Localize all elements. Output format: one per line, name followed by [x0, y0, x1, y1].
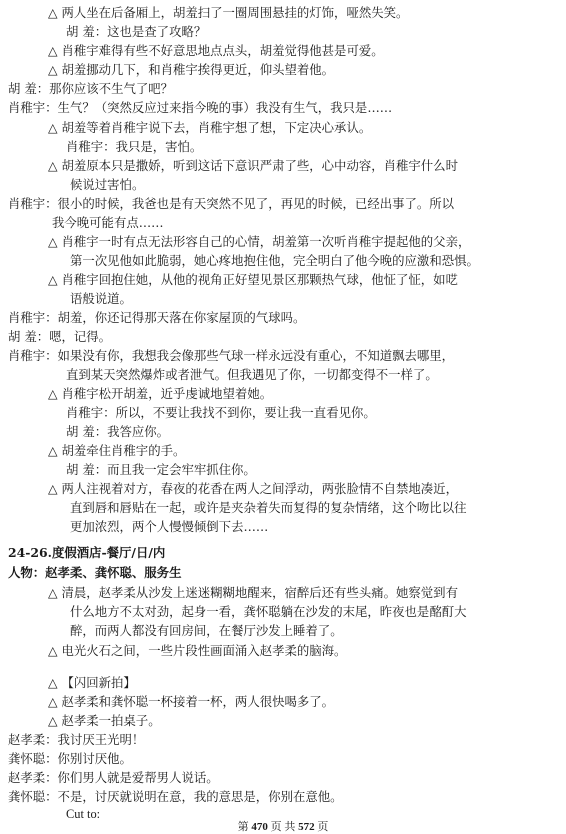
dialogue-line: 肖稚宇：很小的时候，我爸也是有天突然不见了，再见的时候，已经出事了。所以 — [8, 196, 455, 211]
dialogue-line: 胡 羞：而且我一定会牢牢抓住你。 — [66, 462, 256, 477]
dialogue-line: 龚怀聪：不是，讨厌就说明在意，我的意思是，你别在意他。 — [8, 789, 343, 804]
footer-suffix: 页 — [317, 821, 329, 833]
dialogue-line: 肖稚宇：胡羞，你还记得那天落在你家屋顶的气球吗。 — [8, 310, 306, 325]
dialogue-line: 胡 羞：嗯，记得。 — [8, 329, 112, 344]
total-page-count: 572 — [298, 821, 315, 833]
action-line: △ 赵孝柔一拍桌子。 — [48, 713, 161, 728]
dialogue-line: 赵孝柔：你们男人就是爱帮男人说话。 — [8, 770, 219, 785]
dialogue-line: 赵孝柔：我讨厌王光明！ — [8, 732, 145, 747]
action-line: △ 肖稚宇难得有些不好意思地点点头，胡羞觉得他甚是可爱。 — [48, 43, 384, 58]
action-line-cont: 醉，而两人都没有回房间，在餐厅沙发上睡着了。 — [70, 623, 343, 638]
dialogue-line-cont: 直到某天突然爆炸或者泄气。但我遇见了你，一切都变得不一样了。 — [66, 367, 438, 382]
action-line: △ 胡羞牵住肖稚宇的手。 — [48, 443, 186, 458]
dialogue-line: 肖稚宇：所以，不要让我找不到你，要让我一直看见你。 — [66, 405, 376, 420]
dialogue-line: 肖稚宇：生气？（突然反应过来指今晚的事）我没有生气，我只是…… — [8, 100, 393, 115]
scene-characters: 人物：赵孝柔、龚怀聪、服务生 — [8, 565, 182, 580]
scene-heading: 24-26.度假酒店-餐厅/日/内 — [8, 545, 166, 560]
action-line: △ 肖稚宇回抱住她，从他的视角正好望见景区那颗热气球，他怔了怔，如呓 — [48, 272, 458, 287]
footer-prefix: 第 — [237, 821, 249, 833]
action-line-cont: 候说过害怕。 — [70, 177, 145, 192]
action-line-cont: 更加浓烈，两个人慢慢倾倒下去…… — [70, 519, 269, 534]
current-page-number: 470 — [251, 821, 268, 833]
dialogue-line-cont: 我今晚可能有点…… — [52, 215, 164, 230]
page-footer — [0, 818, 566, 834]
action-line: △ 胡羞挪动几下，和肖稚宇挨得更近，仰头望着他。 — [48, 62, 335, 77]
action-line: △ 两人坐在后备厢上，胡羞扫了一圈周围悬挂的灯饰，哑然失笑。 — [48, 5, 409, 20]
action-line-cont: 直到唇和唇贴在一起，或许是夹杂着失而复得的复杂情绪，这个吻比以往 — [70, 500, 467, 515]
dialogue-line: 胡 羞：我答应你。 — [66, 424, 170, 439]
dialogue-line: 肖稚宇：我只是，害怕。 — [66, 139, 203, 154]
action-line: △ 赵孝柔和龚怀聪一杯接着一杯，两人很快喝多了。 — [48, 694, 335, 709]
flashback-marker: △ 【闪回新拍】 — [48, 675, 136, 690]
action-line: △ 电光火石之间，一些片段性画面涌入赵孝柔的脑海。 — [48, 643, 347, 658]
action-line: △ 两人注视着对方，春夜的花香在两人之间浮动，两张脸情不自禁地凑近， — [48, 481, 458, 496]
dialogue-line: 胡 羞：那你应该不生气了吧？ — [8, 81, 174, 96]
action-line-cont: 什么地方不太对劲，起身一看，龚怀聪躺在沙发的末尾，昨夜也是酩酊大 — [70, 604, 467, 619]
action-line-cont: 第一次见他如此脆弱，她心疼地抱住他，完全明白了他今晚的应激和恐惧。 — [70, 253, 479, 268]
action-line: △ 胡羞等着肖稚宇说下去，肖稚宇想了想，下定决心承认。 — [48, 120, 372, 135]
footer-middle: 页 共 — [270, 821, 296, 833]
dialogue-line: 胡 羞：这也是查了攻略？ — [66, 24, 207, 39]
transition-cut-to: Cut to: — [66, 807, 101, 821]
action-line: △ 肖稚宇一时有点无法形容自己的心情，胡羞第一次听肖稚宇提起他的父亲， — [48, 234, 471, 249]
dialogue-line: 肖稚宇：如果没有你，我想我会像那些气球一样永远没有重心，不知道飘去哪里， — [8, 348, 455, 363]
dialogue-line: 龚怀聪：你别讨厌他。 — [8, 751, 132, 766]
action-line: △ 肖稚宇松开胡羞，近乎虔诚地望着她。 — [48, 386, 273, 401]
action-line-cont: 语般说道。 — [70, 291, 132, 306]
action-line: △ 清晨，赵孝柔从沙发上迷迷糊糊地醒来，宿醉后还有些头痛。她察觉到有 — [48, 585, 458, 600]
action-line: △ 胡羞原本只是撒娇，听到这话下意识严肃了些，心中动容，肖稚宇什么时 — [48, 158, 458, 173]
